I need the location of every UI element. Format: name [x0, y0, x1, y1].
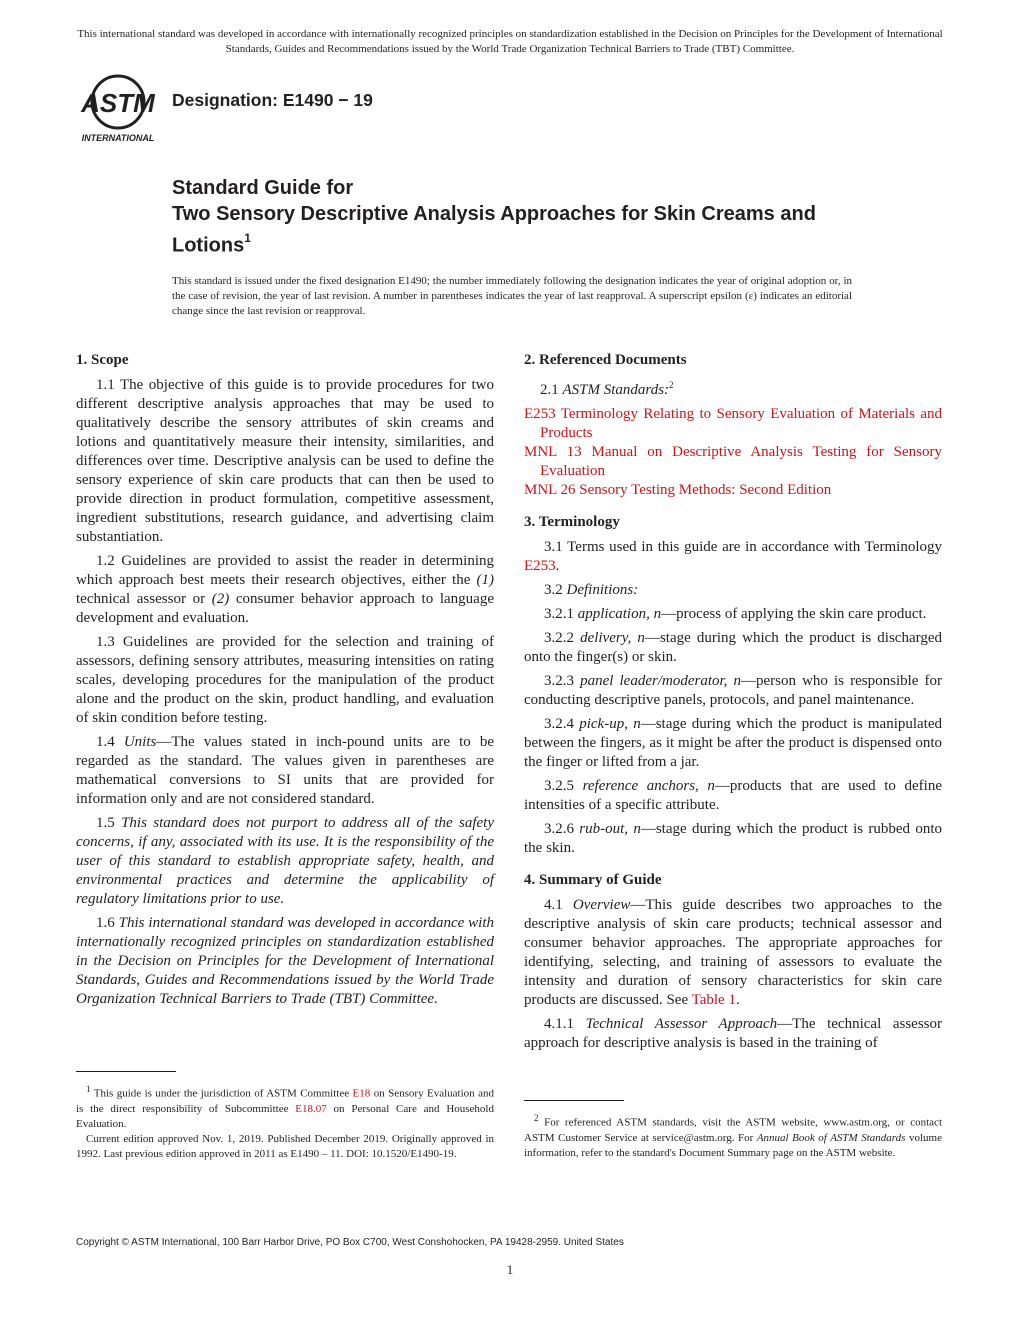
footnote-2: [524, 1111, 942, 1161]
footnote-1-mark: 1: [86, 1084, 91, 1094]
para-1-2: [76, 552, 494, 628]
left-column: [76, 350, 494, 1014]
section-4-heading: 4. Summary of Guide: [524, 872, 662, 888]
para-4-1-1-label: Technical Assessor Approach: [585, 1016, 778, 1032]
footnote-rule-left: [76, 1071, 176, 1072]
definition-num: 3.2.5: [544, 778, 583, 794]
para-1-5: [76, 814, 494, 909]
footnote-2-p1: [524, 1111, 942, 1161]
definition-text: —person who is responsible for conducting descriptive panels, protocols, and panel maintenance.: [524, 673, 943, 708]
document-title: [172, 175, 872, 259]
footnote-1-t2: on Sensory Evaluation and is the direct responsibility of Subcommittee: [76, 1087, 494, 1115]
para-1-3: 1.3 Guidelines are provided for the selection and training of assessors, defining sensory attributes, measuring intensities on rating scales, developing procedures for the manipulation of the product alone and the product on the skin, product handling, and evaluation of skin condition before testing.: [76, 634, 494, 726]
para-3-1: [524, 538, 942, 576]
astm-logo-icon: [72, 74, 164, 146]
issued-statement: This standard is issued under the fixed designation E1490; the number immediately following the designation indicates the year of original adoption or, in the case of revision, the year of last revision. A number in parentheses indicates the year of last reapproval. A superscript epsilon (ε) indicates an editorial change since the last revision or reapproval.: [172, 275, 852, 317]
astm-logo: [72, 74, 164, 146]
definition-num: 3.2.6: [544, 821, 580, 837]
para-1-4-num: 1.4: [96, 734, 124, 750]
definition: [524, 629, 942, 667]
footnote-1-p2: Current edition approved Nov. 1, 2019. Published December 2019. Originally approved in 1992. Last previous edition approved in 2011 as E1490 – 11. DOI: 10.1520/E1490-19.: [76, 1132, 494, 1160]
para-1-4-text: —The values stated in inch-pound units are to be regarded as the standard. The values given in parentheses are mathematical conversions to SI units that are provided for information only and are not considered standard.: [76, 734, 494, 807]
section-2-heading: 2. Referenced Documents: [524, 352, 687, 368]
definition-term: reference anchors, n: [582, 778, 715, 794]
ref-item: [524, 443, 942, 481]
para-4-1-1: [524, 1015, 942, 1053]
definition-num: 3.2.1: [544, 606, 578, 622]
footnote-2-mark: 2: [534, 1113, 539, 1123]
section-1-heading: 1. Scope: [76, 352, 129, 368]
para-4-1-1-text: —The technical assessor approach for descriptive analysis is based in the training of: [524, 1016, 942, 1051]
definition: [524, 672, 942, 710]
para-1-2-b: (1): [476, 572, 494, 588]
para-4-1-1-num: 4.1.1: [544, 1016, 586, 1032]
logo-letters: ASTM: [81, 88, 155, 118]
para-3-2: [524, 581, 942, 600]
subcommittee-link[interactable]: E18.07: [295, 1102, 327, 1115]
footnote-2-t1: For referenced ASTM standards, visit the ASTM website, www.astm.org, or contact ASTM Customer Service at service@astm.org. For: [524, 1116, 942, 1144]
para-1-5-num: 1.5: [96, 815, 122, 831]
ref-code-link[interactable]: E253: [524, 406, 556, 422]
wto-notice: This international standard was developed in accordance with internationally recognized principles on standardization established in the Decision on Principles for the Development of International Standards, Guides and Recommendations issued by the World Trade Organization Technical Barriers to Trade (TBT) Committee.: [77, 28, 943, 55]
para-2-1-label: ASTM Standards:: [562, 382, 670, 398]
para-1-2-d: (2): [211, 591, 230, 607]
para-4-1-end: .: [735, 992, 740, 1008]
page-number: 1: [506, 1262, 514, 1277]
ref-code-link[interactable]: MNL 26: [524, 482, 576, 498]
section-3-heading: 3. Terminology: [524, 514, 620, 530]
definition-term: pick-up, n: [579, 716, 641, 732]
ref-title-link[interactable]: Terminology Relating to Sensory Evaluation of Materials and Products: [540, 406, 942, 441]
ref-item: [524, 405, 942, 443]
para-3-1-text: 3.1 Terms used in this guide are in accordance with Terminology: [544, 539, 942, 555]
para-1-5-text: This standard does not purport to address all of the safety concerns, if any, associated with its use. It is the responsibility of the user of this standard to establish appropriate safety, health, and environmental practices and determine the applicability of regulatory limitations prior to use.: [76, 815, 495, 907]
para-1-4-label: Units: [123, 734, 157, 750]
para-4-1-label: Overview: [572, 897, 631, 913]
para-2-1-mark: 2: [669, 380, 674, 390]
para-2-1: [524, 376, 942, 400]
para-3-1-end: .: [555, 558, 560, 574]
ref-title-link[interactable]: Sensory Testing Methods: Second Edition: [575, 482, 832, 498]
definition-text: —stage during which the product is discharged onto the finger(s) or skin.: [524, 630, 943, 665]
para-1-2-a: 1.2 Guidelines are provided to assist the reader in determining which approach best meets their research objectives, either the: [76, 553, 494, 588]
right-column: [524, 350, 942, 1058]
definition-text: —products that are used to define intensities of a specific attribute.: [524, 778, 942, 813]
footnote-1-p1: [76, 1082, 494, 1132]
para-1-2-c: technical assessor or: [76, 591, 212, 607]
footnote-1-t1: This guide is under the jurisdiction of ASTM Committee: [93, 1087, 353, 1100]
title-text: Two Sensory Descriptive Analysis Approaches for Skin Creams and Lotions: [172, 203, 816, 257]
para-3-2-num: 3.2: [544, 582, 567, 598]
para-4-1-num: 4.1: [544, 897, 573, 913]
footnote-2-t2: volume information, refer to the standard's Document Summary page on the ASTM website.: [524, 1131, 942, 1159]
para-1-6-text: This international standard was developed in accordance with internationally recognized principles on standardization established in the Decision on Principles for the Development of International Standards, Guides and Recommendations issued by the World Trade Organization Technical Barriers to Trade (TBT) Committee.: [76, 915, 494, 1007]
title-line-2: [172, 201, 872, 259]
para-3-2-label: Definitions:: [566, 582, 639, 598]
definition-term: rub-out, n: [579, 821, 641, 837]
definition-num: 3.2.2: [544, 630, 581, 646]
para-1-6-num: 1.6: [96, 915, 119, 931]
definition-num: 3.2.3: [544, 673, 581, 689]
definition-text: —stage during which the product is rubbed onto the skin.: [524, 821, 942, 856]
footnote-rule-right: [524, 1100, 624, 1101]
definition: [524, 820, 942, 858]
table-1-link[interactable]: Table 1: [691, 992, 736, 1008]
definition-term: panel leader/moderator, n: [580, 673, 742, 689]
ref-item: [524, 481, 942, 500]
definition: [524, 715, 942, 772]
para-4-1: [524, 896, 942, 1010]
para-1-2-e: consumer behavior approach to language development and evaluation.: [76, 591, 494, 626]
ref-code-link[interactable]: MNL 13: [524, 444, 582, 460]
definition-num: 3.2.4: [544, 716, 580, 732]
definition: [524, 605, 942, 624]
designation: Designation: E1490 − 19: [172, 90, 373, 110]
copyright: Copyright © ASTM International, 100 Barr Harbor Drive, PO Box C700, West Conshohocken, PA 19428-2959. United States: [76, 1237, 624, 1248]
committee-link[interactable]: E18: [352, 1087, 371, 1100]
logo-sub: INTERNATIONAL: [81, 133, 155, 143]
ref-title-link[interactable]: Manual on Descriptive Analysis Testing for Sensory Evaluation: [540, 444, 942, 479]
title-footnote-mark: 1: [244, 231, 251, 245]
para-1-6: [76, 914, 494, 1009]
para-2-1-num: 2.1: [540, 382, 563, 398]
footnote-2-italic: Annual Book of ASTM Standards: [756, 1131, 906, 1144]
footnote-1: [76, 1082, 494, 1162]
definition-term: delivery, n: [580, 630, 645, 646]
definition-text: —process of applying the skin care product.: [661, 606, 927, 622]
para-4-1-text: —This guide describes two approaches to the descriptive analysis of skin care products; technical assessor and consumer behavior approaches. The appropriate approaches for identifying, selecting, and training of assessors to evaluate the intensity and duration of sensory characteristics for skin care products are discussed. See: [524, 897, 943, 1008]
definition: [524, 777, 942, 815]
para-1-1: 1.1 The objective of this guide is to provide procedures for two different descriptive analysis approaches that may be used to qualitatively describe the sensory attributes of skin creams and lotions and quantitatively measure their intensity, similarities, and differences over time. Descriptive analysis can be used to define the sensory experience of skin care products that can then be used to provide direction in product formulation, competitive assessment, ingredient substitutions, research guidance, and advertising claim substantiation.: [76, 377, 494, 545]
footnote-1-t3: on Personal Care and Household Evaluation.: [76, 1102, 494, 1130]
para-1-4: [76, 733, 494, 809]
e253-link[interactable]: E253: [524, 558, 556, 574]
title-line-1: Standard Guide for: [172, 177, 354, 199]
definition-term: application, n: [577, 606, 662, 622]
definition-text: —stage during which the product is manipulated between the fingers, as it might be after the product is dispensed onto the finger or lifted from a jar.: [524, 716, 943, 770]
